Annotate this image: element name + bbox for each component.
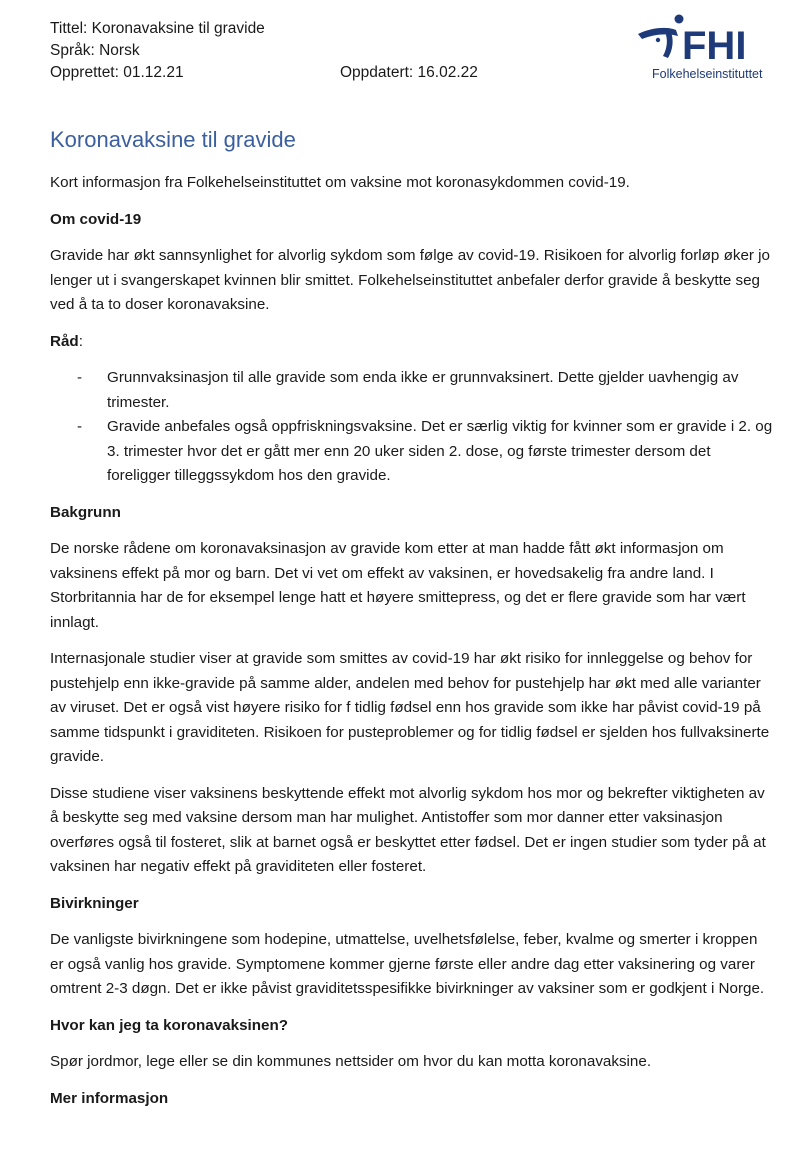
logo-subtitle: Folkehelseinstituttet	[652, 67, 763, 81]
advice-item-text: Grunnvaksinasjon til alle gravide som enda ikke er grunnvaksinert. Dette gjelder uavhengig av trimester.	[107, 369, 739, 411]
side-effects-paragraph: De vanligste bivirkningene som hodepine, utmattelse, uvelhetsfølelse, feber, kvalme og smerter i kroppen er også vanlig hos gravide. Symptomene kommer gjerne første eller andre dag etter vaksinering og varer omtrent 2-3 døgn. Det er ikke påvist graviditetsspesifikke bivirkninger av vaksiner som er godkjent i Norge.	[50, 931, 765, 997]
background-paragraph: Disse studiene viser vaksinens beskyttende effekt mot alvorlig sykdom hos mor og bekrefter viktigheten av å beskytte seg med vaksine dersom man har mulighet. Antistoffer som mor danner etter vaksinasjon overføres også til fosteret, slik at barnet også er beskyttet etter fødsel. Det er ingen studier som tyder på at vaksinen har negativ effekt på graviditeten eller fosteret.	[50, 784, 766, 875]
advice-item	[50, 415, 775, 489]
document-body	[50, 171, 775, 1123]
advice-list	[50, 366, 775, 489]
bullet-marker: -	[77, 418, 83, 435]
advice-heading-colon: :	[78, 332, 83, 350]
heading-where: Hvor kan jeg ta koronavaksinen?	[50, 1016, 289, 1034]
advice-item	[50, 366, 775, 415]
heading-more-info: Mer informasjon	[50, 1089, 169, 1107]
heading-covid: Om covid-19	[50, 210, 142, 228]
background-paragraph: De norske rådene om koronavaksinasjon av gravide kom etter at man hadde fått økt informasjon om vaksinens effekt på mor og barn. Det vi vet om effekt av vaksinen, er hovedsakelig fra andre land. I Storbritannia har de for eksempel lenge hatt et høyere smittepress, og det er flere gravide som har vært innlagt.	[50, 540, 746, 631]
bullet-marker: -	[77, 369, 83, 386]
covid-paragraph: Gravide har økt sannsynlighet for alvorlig sykdom som følge av covid-19. Risikoen for alvorlig forløp øker jo lenger ut i svangerskapet kvinnen blir smittet. Folkehelseinstituttet anbefaler derfor gravide å beskytte seg ved å ta to doser koronavaksine.	[50, 247, 770, 313]
background-paragraph: Internasjonale studier viser at gravide som smittes av covid-19 har økt risiko for innleggelse og behov for pustehjelp enn ikke-gravide på samme alder, andelen med behov for pustehjelp har økt med alle varianter av viruset. Det er også vist høyere risiko for f tidlig fødsel enn hos gravide som ikke har påvist covid-19 på samme tidspunkt i graviditeten. Risikoen for pusteproblemer og for tidlig fødsel er sjelden hos fullvaksinerte gravide.	[50, 650, 770, 765]
where-paragraph: Spør jordmor, lege eller se din kommunes nettsider om hvor du kan motta koronavaksine.	[50, 1053, 652, 1070]
heading-side-effects: Bivirkninger	[50, 894, 139, 912]
meta-created: Opprettet: 01.12.21	[50, 64, 184, 81]
document-title: Koronavaksine til gravide	[50, 127, 296, 152]
intro-paragraph: Kort informasjon fra Folkehelseinstituttet om vaksine mot koronasykdommen covid-19.	[50, 174, 630, 191]
meta-language: Språk: Norsk	[50, 42, 140, 59]
logo-wordmark: FHI	[682, 24, 747, 68]
fhi-logo	[632, 10, 782, 86]
heading-advice	[50, 330, 775, 355]
meta-updated: Oppdatert: 16.02.22	[340, 64, 478, 81]
document-metadata	[50, 18, 478, 84]
advice-item-text: Gravide anbefales også oppfriskningsvaksine. Det er særlig viktig for kvinner som er gravide i 2. og 3. trimester hvor det er gått mer enn 20 uker siden 2. dose, og første trimester dersom det foreligger tilleggssykdom hos den gravide.	[107, 418, 773, 484]
heading-background: Bakgrunn	[50, 503, 121, 521]
advice-heading-text: Råd	[50, 332, 79, 350]
meta-title: Tittel: Koronavaksine til gravide	[50, 20, 265, 37]
